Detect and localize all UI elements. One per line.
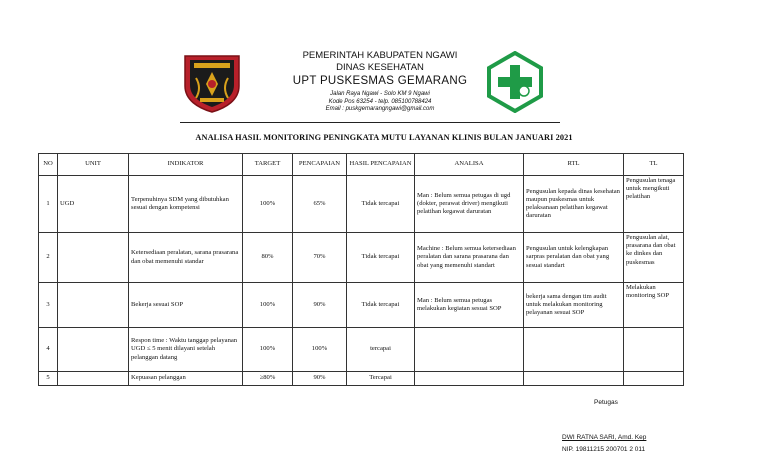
table-header-row [39, 154, 684, 176]
cell-rtl [524, 372, 624, 386]
col-header-no: NO [39, 154, 58, 176]
cell-tl: Pengusulan tenaga untuk mengikuti pelatihan [624, 176, 684, 233]
cell-rtl: bekerja sama dengan tim audit untuk melakukan monitoring pelayanan sesuai SOP [524, 283, 624, 328]
signature-name: DWI RATNA SARI, Amd. Kep [562, 434, 647, 441]
cell-tl [624, 328, 684, 372]
header-address: Jalan Raya Ngawi - Solo KM 9 Ngawi [330, 91, 430, 98]
col-header-tl: TL [624, 154, 684, 176]
header-department: DINAS KESEHATAN [336, 61, 424, 73]
cell-indikator: Kepuasan pelanggan [129, 372, 243, 386]
cell-no: 2 [39, 233, 58, 283]
cell-target: 100% [243, 176, 293, 233]
table-row [39, 328, 684, 372]
cell-hasil: Tidak tercapai [347, 233, 415, 283]
cell-target: ≥80% [243, 372, 293, 386]
cell-unit [58, 233, 129, 283]
col-header-indikator: INDIKATOR [129, 154, 243, 176]
signature-role: Petugas [594, 399, 618, 406]
cell-analisa: Man : Belum semua petugas di ugd (dokter, perawat driver) mengikuti pelatihan kegawat daruratan [415, 176, 524, 233]
table-row [39, 233, 684, 283]
cell-tl: Melakukan monitoring SOP [624, 283, 684, 328]
puskesmas-logo [486, 51, 544, 113]
letterhead-divider [180, 122, 560, 123]
cell-pencapaian: 90% [293, 283, 347, 328]
cell-analisa [415, 328, 524, 372]
col-header-analisa: ANALISA [415, 154, 524, 176]
cell-pencapaian: 100% [293, 328, 347, 372]
header-email: Email : puskgemarangngawi@gmail.com [325, 106, 435, 113]
cell-unit [58, 372, 129, 386]
cell-indikator: Respon time : Waktu tanggap pelayanan UGD ≤ 5 menit dilayani setelah pelanggan datang [129, 328, 243, 372]
table-row [39, 283, 684, 328]
col-header-unit: UNIT [58, 154, 129, 176]
cell-indikator: Ketersediaan peralatan, sarana prasarana dan obat memenuhi standar [129, 233, 243, 283]
cell-analisa [415, 372, 524, 386]
col-header-pencapaian: PENCAPAIAN [293, 154, 347, 176]
cell-rtl [524, 328, 624, 372]
cell-rtl: Pengusulan untuk kelengkapan sarpras peralatan dan obat yang sesuai standart [524, 233, 624, 283]
cell-rtl: Pengusulan kepada dinas kesehatan maupun puskesmas untuk pelaksanaan pelatihan kegawat daruratan [524, 176, 624, 233]
letterhead [230, 50, 530, 114]
cell-analisa: Man : Belum semua petugas melakukan kegiatan sesuai SOP [415, 283, 524, 328]
signature-nip: NIP. 19811215 200701 2 011 [562, 446, 646, 453]
cell-indikator: Terpenuhinya SDM yang dibutuhkan sesuai dengan kompetensi [129, 176, 243, 233]
cell-analisa: Machine : Belum semua ketersediaan peralatan dan sarana prasarana dan obat yang memenuhi standart [415, 233, 524, 283]
cell-pencapaian: 90% [293, 372, 347, 386]
cell-no: 4 [39, 328, 58, 372]
cell-no: 1 [39, 176, 58, 233]
monitoring-table [38, 153, 684, 386]
col-header-target: TARGET [243, 154, 293, 176]
cell-pencapaian: 65% [293, 176, 347, 233]
header-institution: UPT PUSKESMAS GEMARANG [292, 74, 468, 87]
col-header-rtl: RTL [524, 154, 624, 176]
cell-tl: Pengusulan alat, prasarana dan obat ke dinkes dan puskesmas [624, 233, 684, 283]
cell-indikator: Bekerja sesuai SOP [129, 283, 243, 328]
cell-hasil: tercapai [347, 328, 415, 372]
cell-target: 80% [243, 233, 293, 283]
header-government: PEMERINTAH KABUPATEN NGAWI [302, 50, 458, 61]
cell-target: 100% [243, 283, 293, 328]
cell-unit: UGD [58, 176, 129, 233]
cell-hasil: Tercapai [347, 372, 415, 386]
cell-unit [58, 283, 129, 328]
cell-no: 3 [39, 283, 58, 328]
cell-target: 100% [243, 328, 293, 372]
cell-hasil: Tidak tercapai [347, 176, 415, 233]
col-header-hasil: HASIL PENCAPAIAN [347, 154, 415, 176]
cell-unit [58, 328, 129, 372]
table-row [39, 176, 684, 233]
table-row [39, 372, 684, 386]
header-postal: Kode Pos 63254 - telp. 085100788424 [328, 98, 432, 105]
cell-hasil: Tidak tercapai [347, 283, 415, 328]
cell-pencapaian: 70% [293, 233, 347, 283]
cell-tl [624, 372, 684, 386]
cell-no: 5 [39, 372, 58, 386]
document-title: ANALISA HASIL MONITORING PENINGKATA MUTU LAYANAN KLINIS BULAN JANUARI 2021 [195, 133, 573, 142]
